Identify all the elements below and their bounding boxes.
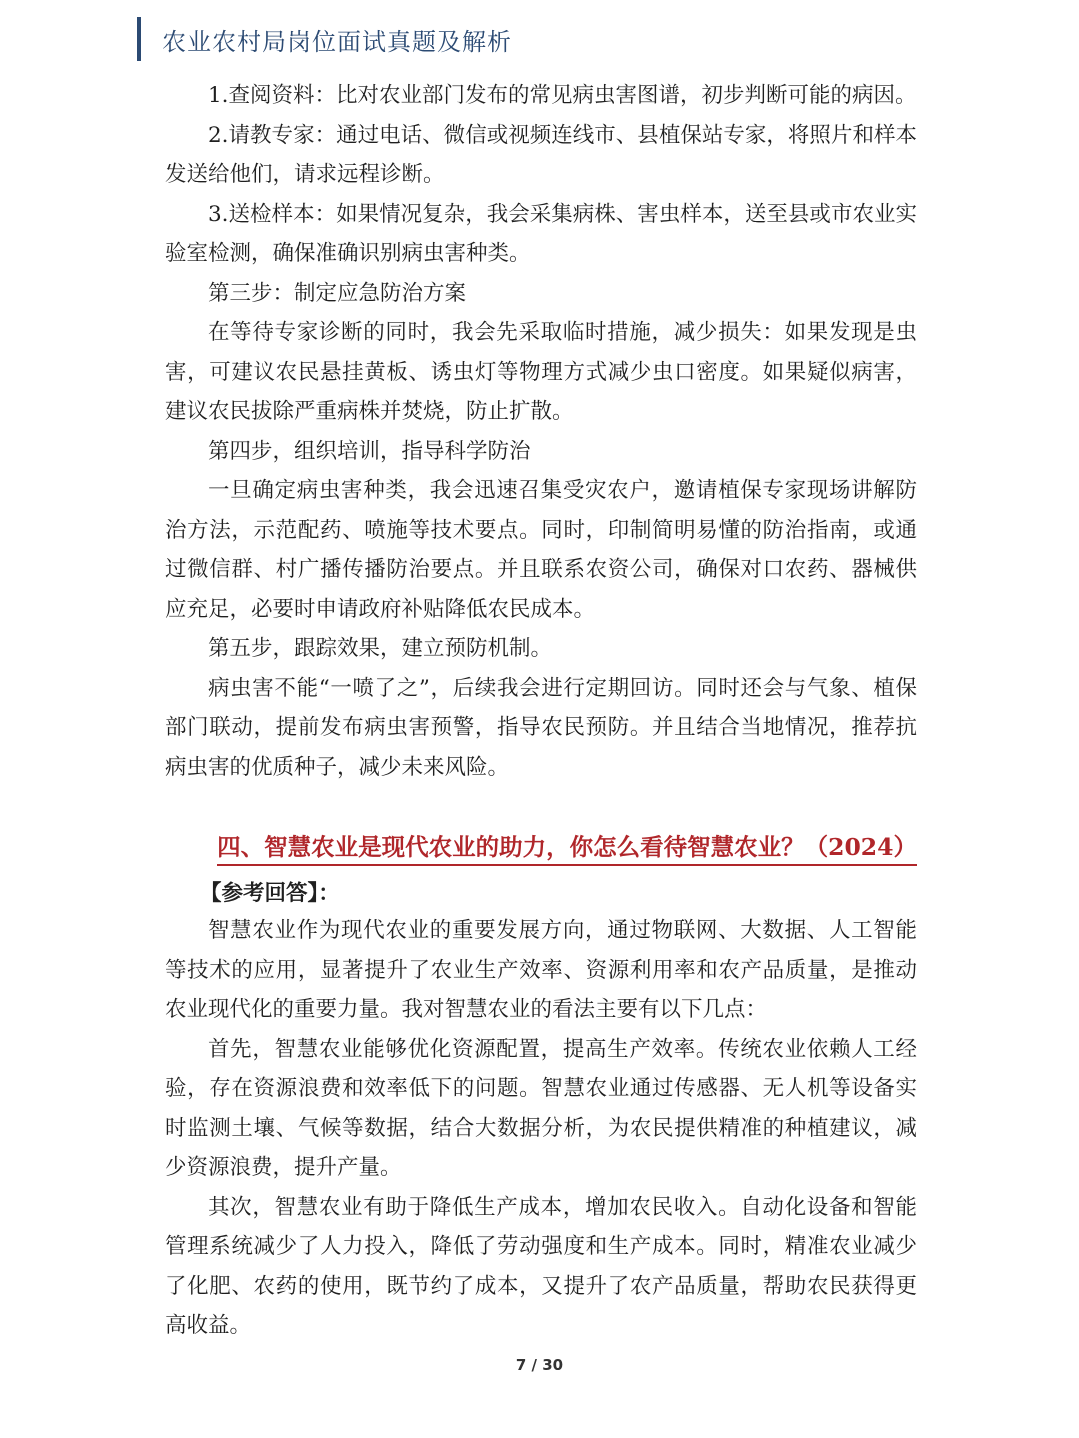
paragraph: 其次，智慧农业有助于降低生产成本，增加农民收入。自动化设备和智能管理系统减少了人力投入，降低了劳动强度和生产成本。同时，精准农业减少了化肥、农药的使用，既节约了成本，又提升了农产品质量，帮助农民获得更高收益。 bbox=[165, 1194, 917, 1338]
section-title bbox=[165, 828, 917, 866]
step-heading: 第四步，组织培训，指导科学防治 bbox=[208, 438, 531, 464]
paragraph: 在等待专家诊断的同时，我会先采取临时措施，减少损失：如果发现是虫害，可建议农民悬挂黄板、诱虫灯等物理方式减少虫口密度。如果疑似病害，建议农民拔除严重病株并焚烧，防止扩散。 bbox=[165, 320, 917, 424]
answer-label: 【参考回答】： bbox=[200, 881, 340, 906]
paragraph: 智慧农业作为现代农业的重要发展方向，通过物联网、大数据、人工智能等技术的应用，显著提升了农业生产效率、资源利用率和农产品质量，是推动农业现代化的重要力量。我对智慧农业的看法主要有以下几点： bbox=[165, 918, 917, 1022]
paragraph: 首先，智慧农业能够优化资源配置，提高生产效率。传统农业依赖人工经验，存在资源浪费和效率低下的问题。智慧农业通过传感器、无人机等设备实时监测土壤、气候等数据，结合大数据分析，为农民提供精准的种植建议，减少资源浪费，提升产量。 bbox=[165, 1036, 917, 1180]
page-number: 7 / 30 bbox=[515, 1356, 564, 1374]
paragraph: 病虫害不能“一喷了之”，后续我会进行定期回访。同时还会与气象、植保部门联动，提前发布病虫害预警，指导农民预防。并且结合当地情况，推荐抗病虫害的优质种子，减少未来风险。 bbox=[165, 675, 917, 780]
paragraph: 2.请教专家：通过电话、微信或视频连线市、县植保站专家，将照片和样本发送给他们，请求远程诊断。 bbox=[165, 122, 917, 187]
body-text-bottom bbox=[165, 911, 917, 1346]
document-header-title: 农业农村局岗位面试真题及解析 bbox=[162, 28, 512, 56]
step-heading: 第三步：制定应急防治方案 bbox=[208, 280, 467, 306]
body-text-top bbox=[165, 76, 917, 787]
section-title-text: 四、智慧农业是现代农业的助力，你怎么看待智慧农业？（2024） bbox=[217, 828, 917, 866]
paragraph: 3.送检样本：如果情况复杂，我会采集病株、害虫样本，送至县或市农业实验室检测，确保准确识别病虫害种类。 bbox=[165, 201, 917, 266]
paragraph: 1.查阅资料：比对农业部门发布的常见病虫害图谱，初步判断可能的病因。 bbox=[208, 83, 917, 108]
paragraph: 一旦确定病虫害种类，我会迅速召集受灾农户，邀请植保专家现场讲解防治方法，示范配药、喷施等技术要点。同时，印制简明易懂的防治指南，或通过微信群、村广播传播防治要点。并且联系农资公司，确保对口农药、器械供应充足，必要时申请政府补贴降低农民成本。 bbox=[165, 478, 917, 622]
header-accent-bar bbox=[137, 17, 141, 61]
step-heading: 第五步，跟踪效果，建立预防机制。 bbox=[208, 636, 553, 661]
